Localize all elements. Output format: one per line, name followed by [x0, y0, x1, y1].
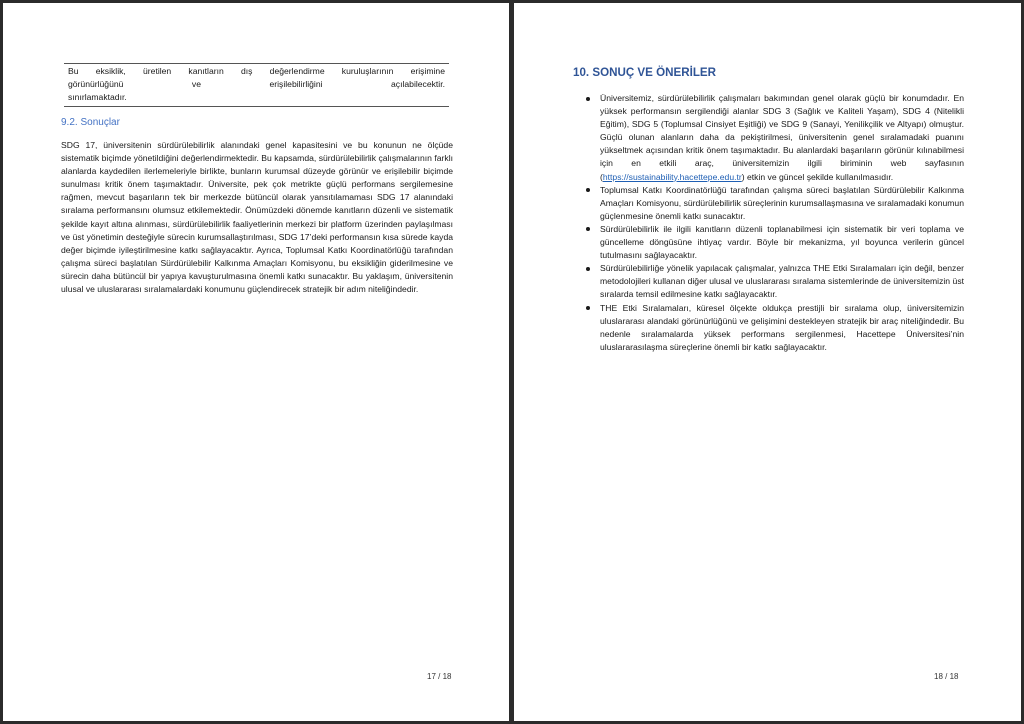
sustainability-website-link[interactable]: https://sustainability.hacettepe.edu.tr — [602, 171, 742, 182]
page-number: 17 / 18 — [427, 672, 452, 681]
list-item-text: THE Etki Sıralamaları, küresel ölçekte oldukça prestijli bir sıralama olup, üniversitemizin uluslararası alandaki görünürlüğünü ve gelişimini destekleyen stratejik bir araç niteliğindedir. Bu nedenle sıralamalarda yüksek performans sergilenmesi, Hacettepe Üniversitesi’nin uluslararasılaşma süreçlerine önemli bir katkı sağlayacaktır. — [600, 302, 964, 352]
list-item — [586, 223, 964, 262]
table-line: görünürlüğünü ve erişilebilirliğini açılabilecektir. — [68, 79, 445, 90]
recommendations-list — [586, 92, 964, 354]
list-item-text: Sürdürülebilirliğe yönelik yapılacak çalışmalar, yalnızca THE Etki Sıralamaları için değil, benzer metodolojileri kullanan diğer ulusal ve uluslararası sıralama sistemlerinde de üniversitemizin üst sıralarda temsil edilmesine katkı sağlayacaktır. — [600, 263, 964, 300]
section-heading: 10. SONUÇ VE ÖNERİLER — [573, 66, 717, 79]
list-item — [586, 262, 964, 301]
document-page-18 — [514, 3, 1021, 721]
table-fragment — [64, 63, 449, 107]
list-item — [586, 184, 964, 223]
table-line: Bu eksiklik, üretilen kanıtların dış değerlendirme kuruluşlarının erişimine — [68, 66, 445, 76]
bullet-icon — [586, 306, 590, 310]
page-number: 18 / 18 — [934, 672, 959, 681]
list-item-text: Sürdürülebilirlik ile ilgili kanıtların düzenli toplanabilmesi için sistematik bir veri toplama ve güncelleme döngüsüne ihtiyaç vardır. Böyle bir mekanizma, yıl boyunca verilerin güncel tutulmasını sağlayacaktır. — [600, 223, 964, 261]
bullet-icon — [586, 97, 590, 101]
list-item — [586, 302, 964, 354]
list-item-text: Üniversitemiz, sürdürülebilirlik çalışmaları bakımından genel olarak güçlü bir konumdadır. En yüksek performansın sergilendiği alanlar SDG 3 (Sağlık ve Kaliteli Yaşam), SDG 4 (Nitelikli Eğitim), SDG 5 (Toplumsal Cinsiyet Eşitliği) ve SDG 9 (Sanayi, Yenilikçilik ve Altyapı) olmuştur. Güçlü olunan alanların daha da pekiştirilmesi, üniversitenin genel sıralamadaki puanını yükseltmek açısından kritik önem taşımaktadır. Bu alanlardaki başarıların görünür kılınabilmesi için en etkili araç, üniversitemizin ilgili biriminin web sayfasının ( — [600, 93, 964, 182]
document-page-17 — [3, 3, 509, 721]
section-subheading: 9.2. Sonuçlar — [61, 117, 120, 128]
bullet-icon — [586, 227, 590, 231]
list-item-text: ) etkin ve güncel şekilde kullanılmasıdır. — [741, 171, 894, 182]
table-line: sınırlamaktadır. — [68, 92, 127, 103]
list-item — [586, 92, 964, 184]
list-item-text: Toplumsal Katkı Koordinatörlüğü tarafından çalışma süreci başlatılan Sürdürülebilir Kalkınma Amaçları Komisyonu, sürdürülebilirlik süreçlerinin kurumsallaşmasına ve sıralamadaki konumun güçlenmesine önemli katkı sunacaktır. — [600, 184, 964, 221]
bullet-icon — [586, 267, 590, 271]
conclusion-paragraph: SDG 17, üniversitenin sürdürülebilirlik alanındaki genel kapasitesini ve bu konunun ne ölçüde sistematik biçimde yönetildiğini değerlendirmektedir. Bu kapsamda, sürdürülebilirlik çalışmalarının farklı alanlarda kaydedilen ilerlemeleriyle birlikte, bunların kurumsal düzeyde görünür ve erişilebilir biçimde sunulması kritik önem taşımaktadır. Üniversite, pek çok metrikte güçlü performans sergilemesine rağmen, mevcut başarıların tek bir merkezde bütüncül olarak yansıtılamaması SDG 17 alanındaki sıralama performansını olumsuz etkilemektedir. Önümüzdeki dönemde kanıtların düzenli ve sistematik şekilde kayıt altına alınması, sürdürülebilirlik faaliyetlerinin merkezi bir platform üzerinden paylaşılması ve üst yönetimin desteğiyle sürecin kurumsallaştırılması, SDG 17’deki performansın kısa sürede kayda değer biçimde iyileştirilmesine katkı sağlayacaktır. Ayrıca, Toplumsal Katkı Koordinatörlüğü tarafından çalışma süreci başlatılan Sürdürülebilir Kalkınma Amaçları Komisyonu, bu eksikliğin giderilmesine ve sürecin daha bütüncül bir yapıya kavuşturulmasına önemli katkı sunacaktır. Bu yaklaşım, üniversitenin ulusal ve uluslararası sıralamalardaki konumunu güçlendirecek stratejik bir adım niteliğindedir. — [61, 140, 453, 295]
bullet-icon — [586, 188, 590, 192]
